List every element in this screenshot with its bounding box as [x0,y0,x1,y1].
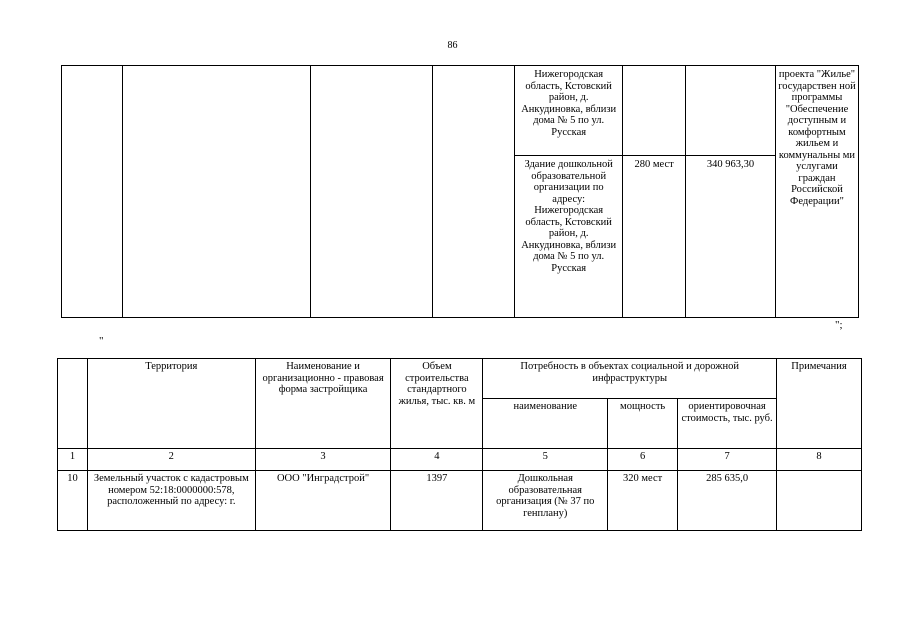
header-territory: Территория [87,359,255,449]
header-num [58,359,88,449]
notes-cell [777,471,862,531]
volume-cell: 1397 [391,471,483,531]
territory-cell: Земельный участок с кадастровым номером 52:18:0000000:578, расположенный по адресу: г. [87,471,255,531]
empty-cell [62,66,123,318]
continuation-table [61,65,859,318]
capacity-cell: 320 мест [608,471,678,531]
col-number: 3 [255,449,391,471]
empty-cell [686,66,776,156]
header-needs: Потребность в объектах социальной и дорожной инфраструктуры [483,359,777,399]
cost-cell: 340 963,30 [686,156,776,318]
address-cell: Нижегородская область, Кстовский район, д. Анкудиновка, вблизи дома № 5 по ул. Русская [515,66,623,156]
header-sub-cost: ориентировочная стоимость, тыс. руб. [678,399,777,449]
header-sub-name: наименование [483,399,608,449]
col-number: 5 [483,449,608,471]
empty-cell [433,66,515,318]
cost-cell: 285 635,0 [678,471,777,531]
column-numbers-row [58,449,862,471]
infrastructure-table [57,358,862,531]
page-number: 86 [447,40,458,51]
empty-cell [122,66,310,318]
note-cell: проекта "Жилье" государствен ной программы "Обеспечение доступным и комфортным жильем и коммунальны ми услугами граждан Российской Федерации" [775,66,858,318]
header-row [58,359,862,399]
empty-cell [310,66,433,318]
header-developer: Наименование и организационно - правовая форма застройщика [255,359,391,449]
col-number: 7 [678,449,777,471]
col-number: 4 [391,449,483,471]
facility-name-cell: Дошкольная образовательная организация (№ 37 по генплану) [483,471,608,531]
facility-name-cell: Здание дошкольной образовательной организации по адресу: Нижегородская область, Кстовский район, д. Анкудиновка, вблизи дома № 5 по ул. Русская [515,156,623,318]
header-volume: Объем строительства стандартного жилья, тыс. кв. м [391,359,483,449]
empty-cell [623,66,686,156]
col-number: 1 [58,449,88,471]
row-num: 10 [58,471,88,531]
col-number: 6 [608,449,678,471]
header-sub-capacity: мощность [608,399,678,449]
header-notes: Примечания [777,359,862,449]
col-number: 8 [777,449,862,471]
closing-quote: "; [835,319,843,331]
opening-quote: " [99,335,104,347]
table-row [62,66,859,156]
developer-cell: ООО "Инградстрой" [255,471,391,531]
col-number: 2 [87,449,255,471]
capacity-cell: 280 мест [623,156,686,318]
table-row [58,471,862,531]
